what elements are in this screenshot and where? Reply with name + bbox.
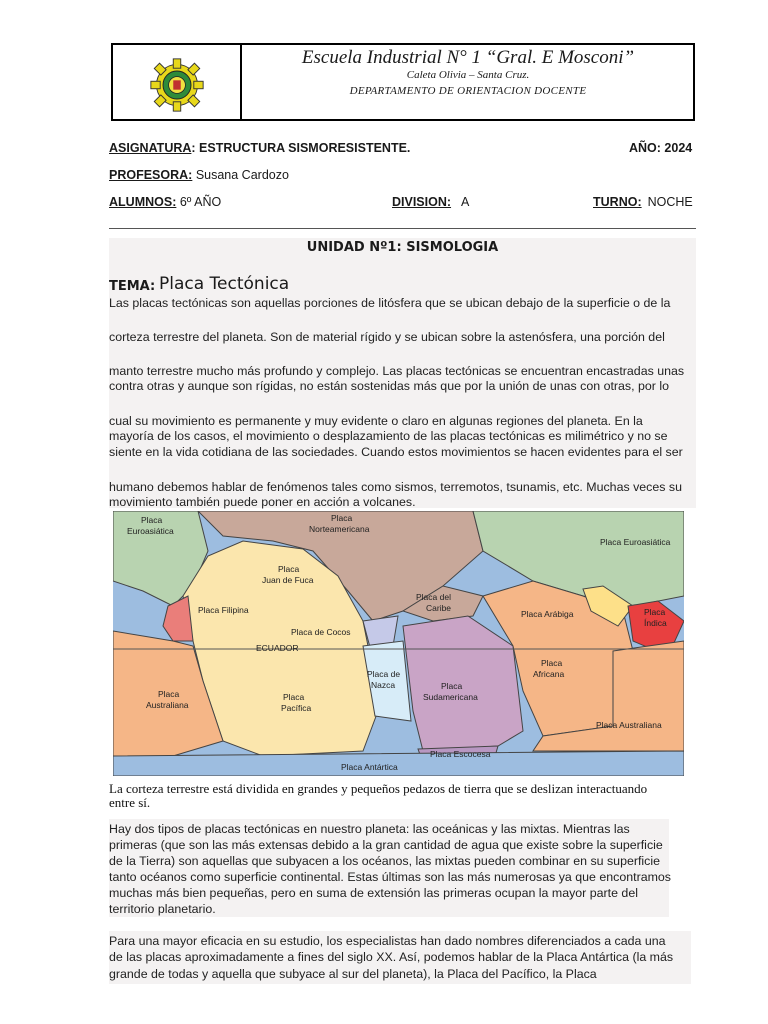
map-label: Placa <box>541 658 563 668</box>
map-label: Placa de <box>367 669 401 679</box>
department-name: DEPARTAMENTO DE ORIENTACION DOCENTE <box>349 85 587 97</box>
school-name: Escuela Industrial N° 1 “Gral. E Mosconi” <box>301 47 635 68</box>
students-row <box>109 195 221 209</box>
map-label: Índica <box>644 618 667 628</box>
map-label: Placa Antártica <box>341 762 398 772</box>
subject-row <box>109 141 410 155</box>
intro-line: contra otras y aunque son rígidas, no están sostenidas más que por la unión de unas con otras, por lo <box>109 379 669 393</box>
subject-value: : ESTRUCTURA SISMORESISTENTE. <box>191 141 411 155</box>
map-label: Placa <box>141 515 163 525</box>
intro-line: manto terrestre mucho más profundo y complejo. Las placas tectónicas se encuentran encastradas unas <box>109 364 685 378</box>
map-label: Placa <box>441 681 463 691</box>
map-label: Placa Australiana <box>596 720 662 730</box>
intro-line: mayoría de los casos, el movimiento o desplazamiento de las placas tectónicas es milimétrico y no se <box>109 429 668 443</box>
map-label: Placa del <box>416 592 451 602</box>
school-location: Caleta Olivia – Santa Cruz. <box>406 69 530 81</box>
map-label: Placa <box>644 607 666 617</box>
header-divider <box>240 45 242 119</box>
antarctic-plate <box>113 751 684 776</box>
map-label: Pacífica <box>281 703 312 713</box>
body-line: tanto océanos como superficie continental. Estas últimas son las más numerosas ya que encontramos <box>109 870 672 884</box>
map-label: Caribe <box>426 603 452 613</box>
map-label: Africana <box>533 669 565 679</box>
teacher-row <box>109 168 289 182</box>
gear-logo-icon <box>149 57 205 113</box>
map-caption: La corteza terrestre está dividida en grandes y pequeños pedazos de tierra que se deslizan interactuando entre sí. <box>109 781 648 810</box>
school-header <box>111 43 695 121</box>
map-label: Placa Arábiga <box>521 609 574 619</box>
division-row <box>392 195 469 209</box>
body-line: primeras (que son las más extensas debido a la gran cantidad de agua que existe sobre la superficie <box>109 838 663 852</box>
division-value: A <box>461 195 470 209</box>
students-label: ALUMNOS: <box>109 195 177 209</box>
map-label: Placa <box>283 692 305 702</box>
map-label: Sudamericana <box>423 692 478 702</box>
body-line: de las placas aproximadamente a fines del siglo XX. Así, podemos hablar de la Placa Antártica (la más <box>109 950 674 964</box>
intro-line: movimiento también puede poner en acción a volcanes. <box>109 495 416 509</box>
tema-label: TEMA: <box>109 279 156 294</box>
body-line: territorio planetario. <box>109 902 216 916</box>
intro-line: cual su movimiento es permanente y muy evidente o claro en algunas regiones del planeta. En la <box>109 414 643 428</box>
map-label: Placa <box>278 564 300 574</box>
map-label: Placa Escocesa <box>430 749 491 759</box>
body-line: de la Tierra) son aquellas que subyacen a los océanos, las mixtas pueden combinar en su superficie <box>109 854 661 868</box>
map-label: Euroasiática <box>127 526 174 536</box>
year-label: AÑO: 2024 <box>629 141 693 155</box>
body-line: grande de todas y aquella que subyace al sur del planeta), la Placa del Pacífico, la Placa <box>109 967 597 981</box>
tectonic-plates-map <box>113 511 684 776</box>
map-label: Placa <box>158 689 180 699</box>
unit-title: UNIDAD Nº1: SISMOLOGIA <box>306 240 499 255</box>
shift-row <box>593 195 693 209</box>
map-label: Placa <box>331 513 353 523</box>
intro-line: humano debemos hablar de fenómenos tales como sismos, terremotos, tsunamis, etc. Muchas veces su <box>109 480 682 494</box>
teacher-value: Susana Cardozo <box>192 168 289 182</box>
map-label: Norteamericana <box>309 524 370 534</box>
map-label: Nazca <box>371 680 396 690</box>
map-label: Placa de Cocos <box>291 627 351 637</box>
intro-line: siente en la vida cotidiana de las sociedades. Cuando estos movimientos se hacen evidentes para el ser <box>109 445 683 459</box>
body-line: Para una mayor eficacia en su estudio, los especialistas han dado nombres diferenciados a cada una <box>109 934 666 948</box>
body-line: muchas más bien pequeñas, pero en suma de extensión las primeras ocupan la mayor parte del <box>109 886 638 900</box>
map-label: Juan de Fuca <box>262 575 314 585</box>
map-label: Placa Filipina <box>198 605 249 615</box>
map-label: ECUADOR <box>256 643 299 653</box>
intro-line: corteza terrestre del planeta. Son de material rígido y se ubican sobre la astenósfera, una porción del <box>109 330 665 344</box>
map-label: Placa Euroasiática <box>600 537 671 547</box>
intro-line: Las placas tectónicas son aquellas porciones de litósfera que se ubican debajo de la superficie o de la <box>109 296 671 310</box>
shift-label: TURNO: <box>593 195 642 209</box>
map-label: Australiana <box>146 700 189 710</box>
division-label: DIVISION: <box>392 195 452 209</box>
shift-value: NOCHE <box>647 195 693 209</box>
body-line: Hay dos tipos de placas tectónicas en nuestro planeta: las oceánicas y las mixtas. Mientras las <box>109 822 630 836</box>
teacher-label: PROFESORA: <box>109 168 193 182</box>
header-rule <box>109 228 696 229</box>
students-value: 6º AÑO <box>176 195 222 209</box>
subject-label: ASIGNATURA <box>109 141 192 155</box>
tema-title: Placa Tectónica <box>159 274 290 294</box>
